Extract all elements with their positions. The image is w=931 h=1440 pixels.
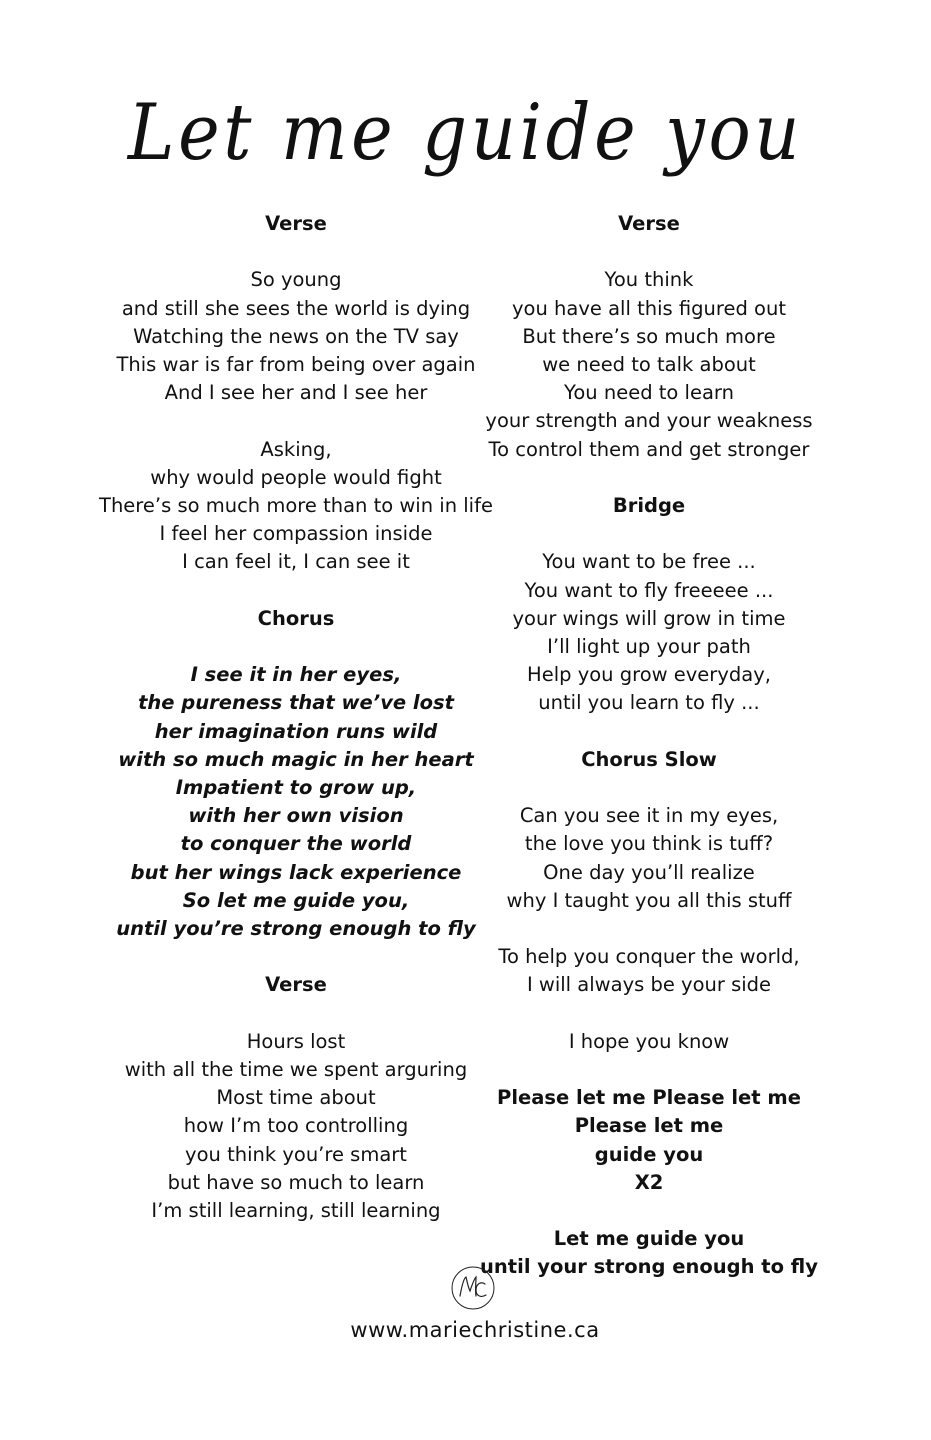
lyric-line: I’m still learning, still learning	[151, 1199, 441, 1223]
bold-lyric-line: Let me guide you	[553, 1227, 745, 1251]
lyric-line: One day you’ll realize	[543, 860, 755, 884]
song-title: Let me guide you	[127, 88, 804, 178]
lyric-line: There’s so much more than to win in life	[99, 494, 493, 517]
section-heading-chorus-slow: Chorus Slow	[581, 747, 717, 771]
lyric-line: you think you’re smart	[185, 1142, 407, 1166]
lyric-line: Can you see it in my eyes,	[519, 804, 779, 828]
lyric-line: Asking,	[260, 437, 332, 461]
lyric-line: I’ll light up your path	[547, 635, 751, 658]
lyric-line: Most time about	[216, 1086, 376, 1110]
lyric-line: You want to fly freeeee ...	[524, 578, 774, 602]
chorus-line: I see it in her eyes,	[190, 663, 402, 687]
lyric-line: Watching the news on the TV say	[133, 324, 459, 348]
lyric-line: You need to learn	[564, 381, 734, 405]
lyric-line: why would people would fight	[150, 465, 442, 489]
lyric-line: But there’s so much more	[522, 324, 776, 348]
chorus-line: with her own vision	[188, 804, 404, 828]
lyric-line: You want to be free ...	[542, 550, 756, 574]
section-heading-verse-1: Verse	[265, 212, 327, 235]
bold-lyric-line: Please let me Please let me	[497, 1086, 801, 1110]
section-heading-verse-3: Verse	[618, 212, 680, 235]
lyric-line: I hope you know	[568, 1029, 730, 1053]
lyric-line: Help you grow everyday,	[527, 663, 771, 687]
lyric-line: you have all this figured out	[512, 296, 786, 320]
lyric-line: You think	[604, 268, 694, 292]
bold-lyric-line: guide you	[594, 1142, 704, 1166]
chorus-line: her imagination runs wild	[154, 719, 438, 743]
lyric-line: This war is far from being over again	[116, 353, 476, 376]
lyric-line: we need to talk about	[542, 353, 756, 376]
lyric-line: To control them and get stronger	[488, 437, 810, 461]
lyric-line: why I taught you all this stuff	[506, 888, 792, 912]
chorus-line: with so much magic in her heart	[118, 747, 474, 771]
lyric-line: your wings will grow in time	[512, 606, 786, 630]
chorus-line: the pureness that we’ve lost	[138, 691, 454, 715]
lyric-line: I will always be your side	[526, 973, 772, 997]
chorus-line: until you’re strong enough to fly	[116, 917, 476, 941]
lyric-line: To help you conquer the world,	[498, 945, 800, 969]
lyric-line: And I see her and I see her	[164, 381, 428, 405]
bold-lyric-line: until your strong enough to fly	[480, 1255, 818, 1279]
lyric-line: how I’m too controlling	[183, 1114, 409, 1138]
chorus-line: Impatient to grow up,	[175, 776, 417, 799]
section-heading-chorus: Chorus	[257, 606, 335, 630]
lyric-line: Hours lost	[246, 1029, 346, 1053]
lyric-line: with all the time we spent arguring	[124, 1058, 468, 1081]
lyric-line: but have so much to learn	[167, 1170, 425, 1194]
lyric-line: the love you think is tuff?	[524, 832, 774, 856]
lyric-line: So young	[250, 268, 342, 292]
bold-lyric-line: Please let me	[574, 1114, 724, 1138]
repeat-marker: X2	[634, 1170, 664, 1194]
chorus-line: but her wings lack experience	[130, 860, 462, 884]
mc-monogram-icon	[450, 1265, 496, 1311]
website-link[interactable]: www.mariechristine.ca	[350, 1318, 600, 1342]
lyric-line: until you learn to fly ...	[538, 691, 760, 715]
right-column	[468, 210, 830, 1282]
section-heading-verse-2: Verse	[265, 973, 327, 997]
chorus-line: So let me guide you,	[182, 888, 410, 912]
section-heading-bridge: Bridge	[612, 494, 686, 517]
lyric-line: I feel her compassion inside	[159, 522, 433, 546]
left-column	[86, 210, 506, 1225]
chorus-line: to conquer the world	[180, 832, 412, 856]
lyric-line: your strength and your weakness	[485, 409, 813, 433]
lyric-line: and still she sees the world is dying	[121, 296, 471, 320]
lyric-line: I can feel it, I can see it	[182, 550, 410, 574]
